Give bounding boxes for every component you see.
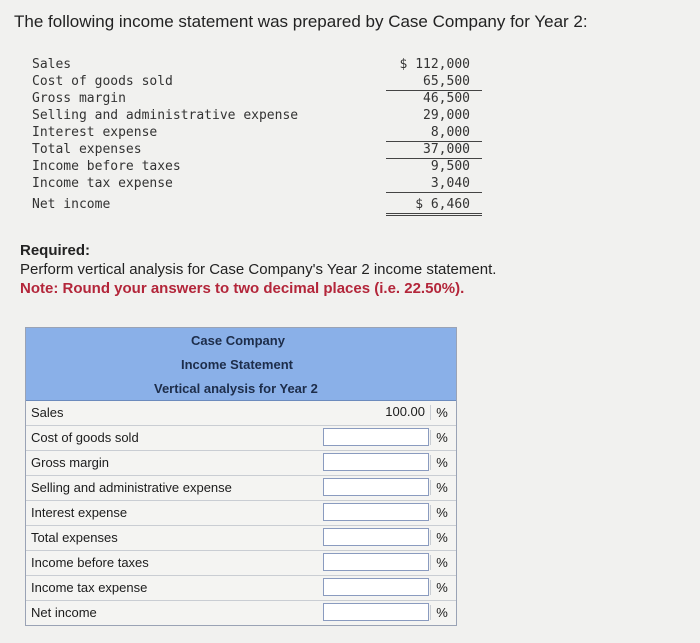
cogs-percent-input[interactable] bbox=[323, 428, 429, 446]
table-statement-title: Income Statement bbox=[181, 357, 293, 372]
row-label: Interest expense bbox=[31, 505, 128, 520]
row-label: Income before taxes bbox=[31, 555, 149, 570]
table-row bbox=[26, 576, 456, 601]
required-text: Perform vertical analysis for Case Company's Year 2 income statement. bbox=[20, 261, 497, 278]
statement-label: Interest expense bbox=[32, 125, 158, 140]
table-row bbox=[26, 426, 456, 451]
intro-text: The following income statement was prepared by Case Company for Year 2: bbox=[14, 12, 588, 31]
percent-sign: % bbox=[430, 505, 453, 520]
vertical-analysis-table bbox=[25, 327, 457, 626]
rounding-note: Note: Round your answers to two decimal places (i.e. 22.50%). bbox=[20, 280, 465, 297]
net-income-percent-input[interactable] bbox=[323, 603, 429, 621]
statement-amount: 8,000 bbox=[386, 124, 482, 142]
row-label: Cost of goods sold bbox=[31, 430, 139, 445]
statement-label: Income tax expense bbox=[32, 176, 173, 191]
percent-sign: % bbox=[430, 530, 453, 545]
statement-row-cogs bbox=[32, 73, 482, 90]
required-section bbox=[20, 241, 496, 298]
percent-sign: % bbox=[430, 405, 453, 420]
statement-amount: $ 112,000 bbox=[399, 57, 470, 72]
statement-row-total-expenses bbox=[32, 141, 482, 158]
row-label: Total expenses bbox=[31, 530, 118, 545]
statement-row-income-tax bbox=[32, 175, 482, 192]
row-label: Net income bbox=[31, 605, 97, 620]
row-label: Sales bbox=[31, 405, 64, 420]
table-row bbox=[26, 601, 456, 625]
total-expenses-percent-input[interactable] bbox=[323, 528, 429, 546]
income-statement bbox=[32, 56, 482, 213]
interest-percent-input[interactable] bbox=[323, 503, 429, 521]
statement-amount: 29,000 bbox=[423, 108, 470, 123]
percent-sign: % bbox=[430, 605, 453, 620]
statement-amount: 9,500 bbox=[430, 159, 470, 174]
statement-row-net-income bbox=[32, 196, 482, 213]
percent-sign: % bbox=[430, 480, 453, 495]
statement-amount: 3,040 bbox=[386, 175, 482, 193]
percent-sign: % bbox=[430, 455, 453, 470]
required-heading: Required: bbox=[20, 242, 91, 259]
table-row bbox=[26, 451, 456, 476]
row-label: Gross margin bbox=[31, 455, 110, 470]
statement-label: Sales bbox=[32, 57, 72, 72]
statement-label: Total expenses bbox=[32, 142, 142, 157]
sales-percent-value: 100.00 bbox=[385, 404, 425, 419]
statement-amount: 37,000 bbox=[386, 141, 482, 159]
percent-sign: % bbox=[430, 580, 453, 595]
table-header bbox=[26, 328, 456, 401]
statement-row-income-before-taxes bbox=[32, 158, 482, 175]
statement-row-interest bbox=[32, 124, 482, 141]
statement-amount: 46,500 bbox=[423, 91, 470, 106]
statement-label: Gross margin bbox=[32, 91, 126, 106]
statement-label: Selling and administrative expense bbox=[32, 108, 299, 123]
income-before-taxes-percent-input[interactable] bbox=[323, 553, 429, 571]
table-row bbox=[26, 526, 456, 551]
selling-admin-percent-input[interactable] bbox=[323, 478, 429, 496]
percent-sign: % bbox=[430, 430, 453, 445]
income-tax-percent-input[interactable] bbox=[323, 578, 429, 596]
statement-row-gross-margin bbox=[32, 90, 482, 107]
table-row bbox=[26, 401, 456, 426]
statement-label: Income before taxes bbox=[32, 159, 181, 174]
row-label: Selling and administrative expense bbox=[31, 480, 232, 495]
gross-margin-percent-input[interactable] bbox=[323, 453, 429, 471]
percent-sign: % bbox=[430, 555, 453, 570]
table-company-name: Case Company bbox=[191, 333, 285, 348]
table-row bbox=[26, 476, 456, 501]
statement-label: Net income bbox=[32, 197, 111, 212]
statement-amount: $ 6,460 bbox=[386, 196, 482, 216]
table-row bbox=[26, 501, 456, 526]
table-row bbox=[26, 551, 456, 576]
row-label: Income tax expense bbox=[31, 580, 148, 595]
statement-row-selling-admin bbox=[32, 107, 482, 124]
statement-row-sales bbox=[32, 56, 482, 73]
table-analysis-title: Vertical analysis for Year 2 bbox=[154, 381, 318, 396]
statement-amount: 65,500 bbox=[386, 73, 482, 91]
statement-label: Cost of goods sold bbox=[32, 74, 173, 89]
